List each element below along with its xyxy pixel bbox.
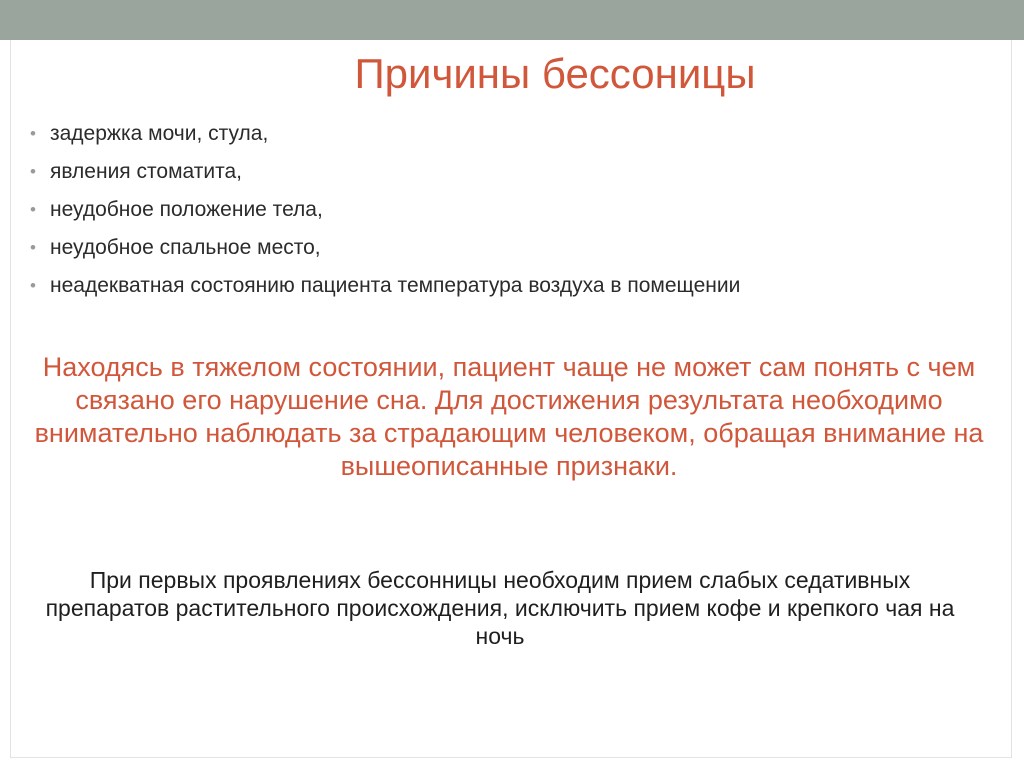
list-item-text: задержка мочи, стула, <box>50 122 269 145</box>
list-item <box>30 196 870 224</box>
list-item-text: неудобное положение тела, <box>50 198 323 221</box>
slide-top-bar <box>0 0 1024 40</box>
bullet-dot-icon: • <box>30 124 36 143</box>
list-item-text: неадекватная состоянию пациента температура воздуха в помещении <box>50 274 741 297</box>
list-item-text: неудобное спальное место, <box>50 236 321 259</box>
list-item <box>30 272 870 300</box>
list-item-text: явления стоматита, <box>50 160 242 183</box>
list-item <box>30 120 870 148</box>
bullet-dot-icon: • <box>30 238 36 257</box>
slide-title: Причины бессоницы <box>354 50 756 97</box>
bullet-dot-icon: • <box>30 200 36 219</box>
list-item <box>30 234 870 262</box>
bullet-dot-icon: • <box>30 276 36 295</box>
highlighted-note: Находясь в тяжелом состоянии, пациент чаще не может сам понять с чем связано его нарушение сна. Для достижения результата необходимо внимательно наблюдать за страдающим человеком, обращая внимание на вышеописанные признаки. <box>34 352 984 481</box>
treatment-advice: При первых проявлениях бессонницы необходим прием слабых седативных препаратов растительного происхождения, исключить прием кофе и крепкого чая на ночь <box>45 567 955 649</box>
list-item <box>30 158 870 186</box>
bullet-dot-icon: • <box>30 162 36 181</box>
causes-list <box>30 120 870 310</box>
